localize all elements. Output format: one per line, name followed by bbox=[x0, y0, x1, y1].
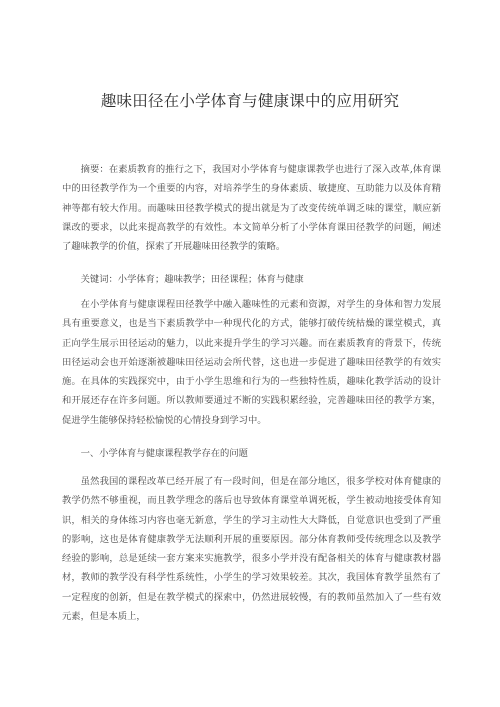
section-heading-block bbox=[62, 444, 441, 463]
abstract-block bbox=[62, 160, 441, 256]
intro-paragraph: 在小学体育与健康课程田径教学中融入趣味性的元素和资源，对学生的身体和智力发展具有重要意义，也是当下素质教学中一种现代化的方式，能够打破传统枯燥的课堂模式，真正向学生展示田径运动的魅力，以此来提升学生的学习兴趣。而在素质教育的背景下，传统田径运动会也开始逐渐被趣味田径运动会所代替，这也进一步促进了趣味田径教学的有效实施。在具体的实践探究中，由于小学生思维和行为的一些独特性质，趣味化教学活动的设计和开展还存在许多问题。所以教师要通过不断的实践积累经验，完善趣味田径的教学方案，促进学生能够保持轻松愉悦的心情投身到学习中。 bbox=[62, 299, 441, 426]
intro-block bbox=[62, 295, 441, 430]
keywords-line: 关键词：小学体育；趣味教学；田径课程；体育与健康 bbox=[80, 274, 304, 285]
keywords-block bbox=[62, 270, 441, 289]
abstract-paragraph: 摘要：在素质教育的推行之下，我国对小学体育与健康课教学也进行了深入改革,体育课中的田径教学作为一个重要的内容，对培养学生的身体素质、敏捷度、互助能力以及体育精神等都有较大作用。而趣味田径教学模式的提出就是为了改变传统单调乏味的课堂，顺应新课改的要求，以此来提高教学的有效性。本文简单分析了小学体育课田径教学的问题，阐述了趣味教学的价值，探索了开展趣味田径教学的策略。 bbox=[62, 164, 441, 253]
section-1-paragraph: 虽然我国的课程改革已经开展了有一段时间，但是在部分地区，很多学校对体育健康的教学仍然不够重视，而且教学理念的落后也导致体育课堂单调死板，学生被动地接受体育知识，相关的身体练习内容也毫无新意，学生的学习主动性大大降低，自觉意识也受到了严重的影响，这也是体育健康教学无法顺利开展的重要原因。部分体育教师受传统理念以及教学经验的影响，总是延续一套方案来实施教学，很多小学并没有配备相关的体育与健康教材器材，教师的教学没有科学性系统性，小学生的学习效果较差。其次，我国体育教学虽然有了一定程度的创新，但是在教学模式的探索中，仍然进展较慢，有的教师虽然加入了一些有效元素，但是本质上， bbox=[62, 476, 441, 623]
section-1-heading: 一、小学体育与健康课程教学存在的问题 bbox=[80, 448, 248, 459]
section-1-block bbox=[62, 472, 441, 626]
paper-title: 趣味田径在小学体育与健康课中的应用研究 bbox=[100, 92, 400, 110]
